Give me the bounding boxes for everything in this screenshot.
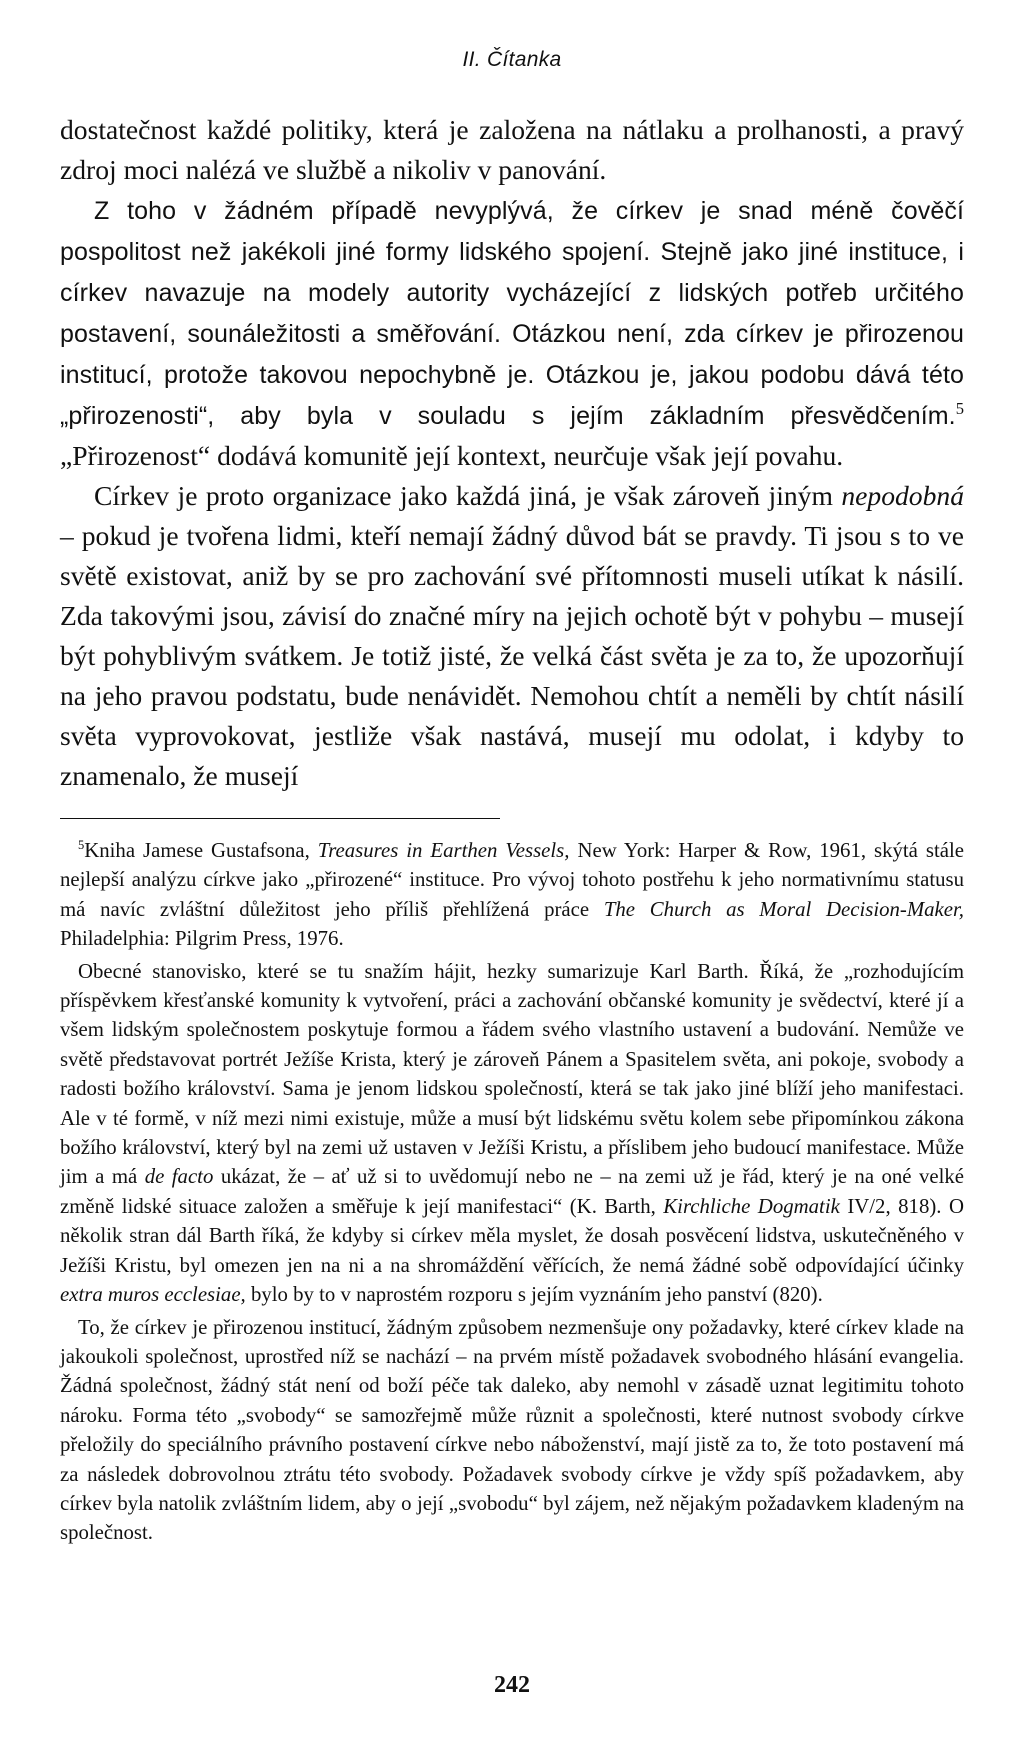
footnote-divider [60,818,500,819]
footnote-5-p2-text-d: bylo by to v naprostém rozporu s jejím vyznáním jeho panství (820). [250,1283,823,1307]
footnote-5-p2-text-c: IV/2, 818). O několik stran dál Barth říká, že kdyby si církev měla myslet, že dosah posvěcení lidstva, uskutečněného v Ježíši Kristu, byl omezen jen na ni a na shromáždění věřících, že nemá žádné sobě odpovídající účinky [60,1194,964,1277]
paragraph-2-sans-text: Z toho v žádném případě nevyplývá, že církev je snad méně čověčí pospolitost než jakékoli jiné formy lidského spojení. [60,197,964,266]
footnote-5-p2-italic-1: de facto [144,1165,214,1189]
footnotes [60,836,964,1551]
footnote-5-text-b: New York: Harper & Row, 1961, skýtá stále nejlepší analýzu církve jako „přirozené“ instituce. Pro vývoj tohoto postřehu k jeho normativnímu statusu má navíc zvláštní důležitost jeho příliš přehlížená práce [60,839,964,921]
main-text [60,110,964,796]
footnote-marker: 5 [78,838,85,853]
footnote-5-paragraph-2 [60,957,964,1310]
footnote-5-title-1: Treasures in Earthen Vessels, [317,839,570,862]
footnote-5-p3-text: To, že církev je přirozenou institucí, žádným způsobem nezmenšuje ony požadavky, které církev klade na jakoukoli společnost, uprostřed níž se nachází – na prvém místě požadavek svobodného hlásání evangelia. Žádná společnost, žádný stát není od boží péče tak daleko, aby nemohl v zásadě uznat legitimitu tohoto nároku. Forma této „svobody“ se samozřejmě může různit a společnosti, které nutnost svobody církve přeložily do speciálního právního postavení církve nebo náboženství, mají jistě za to, že toto postavení má za následek dobrovolnou ztrátu této svobody. Požadavek svobody církve je vždy spíš požadavkem, aby církev byla natolik zvláštním lidem, aby o její „svobodu“ byl zájem, než nějakým požadavkem kladeným na společnost. [60,1315,964,1545]
footnote-5-paragraph-3 [60,1313,964,1548]
footnote-5-p2-italic-2: Kirchliche Dogmatik [663,1194,840,1218]
footnote-5-p2-text-a: Obecné stanovisko, které se tu snažím hájit, hezky sumarizuje Karl Barth. Říká, že „rozhodujícím příspěvkem křesťanské komunity k vytvoření, práci a zachování občanské komunity je svědectví, které jí a všem lidským společnostem poskytuje formou a řádem svého vlastního ustavení a budování. Nemůže ve světě představovat portrét Ježíše Krista, který je zároveň Pánem a Spasitelem světa, ani pokoje, svobody a radosti božího království. Sama je jenom lidskou společností, která se tak jako jiné blíží jeho manifestaci. Ale v té formě, v níž mezi nimi existuje, může a musí být lidskému světu kolem sebe připomínkou zákona božího království, který byl na zemi už ustaven v Ježíši Kristu, a příslibem jeho budoucí manifestace. Může jim a má [60,959,964,1189]
running-head: II. Čítanka [462,48,562,71]
page-number: 242 [494,1672,530,1698]
paragraph-3 [60,476,964,796]
footnote-reference-5: 5 [955,398,964,418]
paragraph-2 [60,190,964,476]
footnote-5-title-2: The Church as Moral Decision-Maker, [603,897,964,921]
footnote-5-p2-italic-3: extra muros ecclesiae, [60,1283,246,1307]
paragraph-1 [60,110,964,190]
paragraph-3-text-a: Církev je proto organizace jako každá jiná, je však zároveň jiným [94,480,833,511]
paragraph-3-text-b: – pokud je tvořena lidmi, kteří nemají žádný důvod bát se pravdy. Ti jsou s to ve světě existovat, aniž by se pro zachování své přítomnosti museli utíkat k násilí. Zda takovými jsou, závisí do značné míry na jejich ochotě být v pohybu – musejí být pohyblivým svátkem. Je totiž jisté, že velká část světa je za to, že upozorňují na jeho pravou podstatu, bude nenávidět. Nemohou chtít a neměli by chtít násilí světa vyprovokovat, jestliže však nastává, musejí mu odolat, i kdyby to znamenalo, že musejí [60,520,964,791]
paragraph-3-italic: nepodobná [841,480,964,511]
footnote-5-text-a: Kniha Jamese Gustafsona, [84,839,310,862]
footnote-5-p2-text-b: ukázat, že – ať už si to uvědomují nebo ne – na zemi už je řád, který je na oné velké změně lidské situace založen a směřuje k její manifestaci“ (K. Barth, [60,1165,964,1218]
paragraph-2-text-a: Stejně jako jiné instituce, i církev navazuje na modely autority vycházející z lidských potřeb určitého postavení, sounáležitosti a směřování. Otázkou není, zda církev je přirozenou institucí, protože takovou nepochybně je. Otázkou je, jakou podobu dává této „přirozenosti“, aby byla v souladu s jejím základním přesvědčením. [60,238,964,430]
footnote-5 [60,836,964,954]
paragraph-2-text-b: „Přirozenost“ dodává komunitě její kontext, neurčuje však její povahu. [60,440,844,471]
paragraph-1-text: dostatečnost každé politiky, která je založena na nátlaku a prolhanosti, a pravý zdroj moci nalézá ve službě a nikoliv v panování. [60,114,964,185]
book-page [60,0,964,1753]
footnote-5-text-c: Philadelphia: Pilgrim Press, 1976. [60,927,344,951]
